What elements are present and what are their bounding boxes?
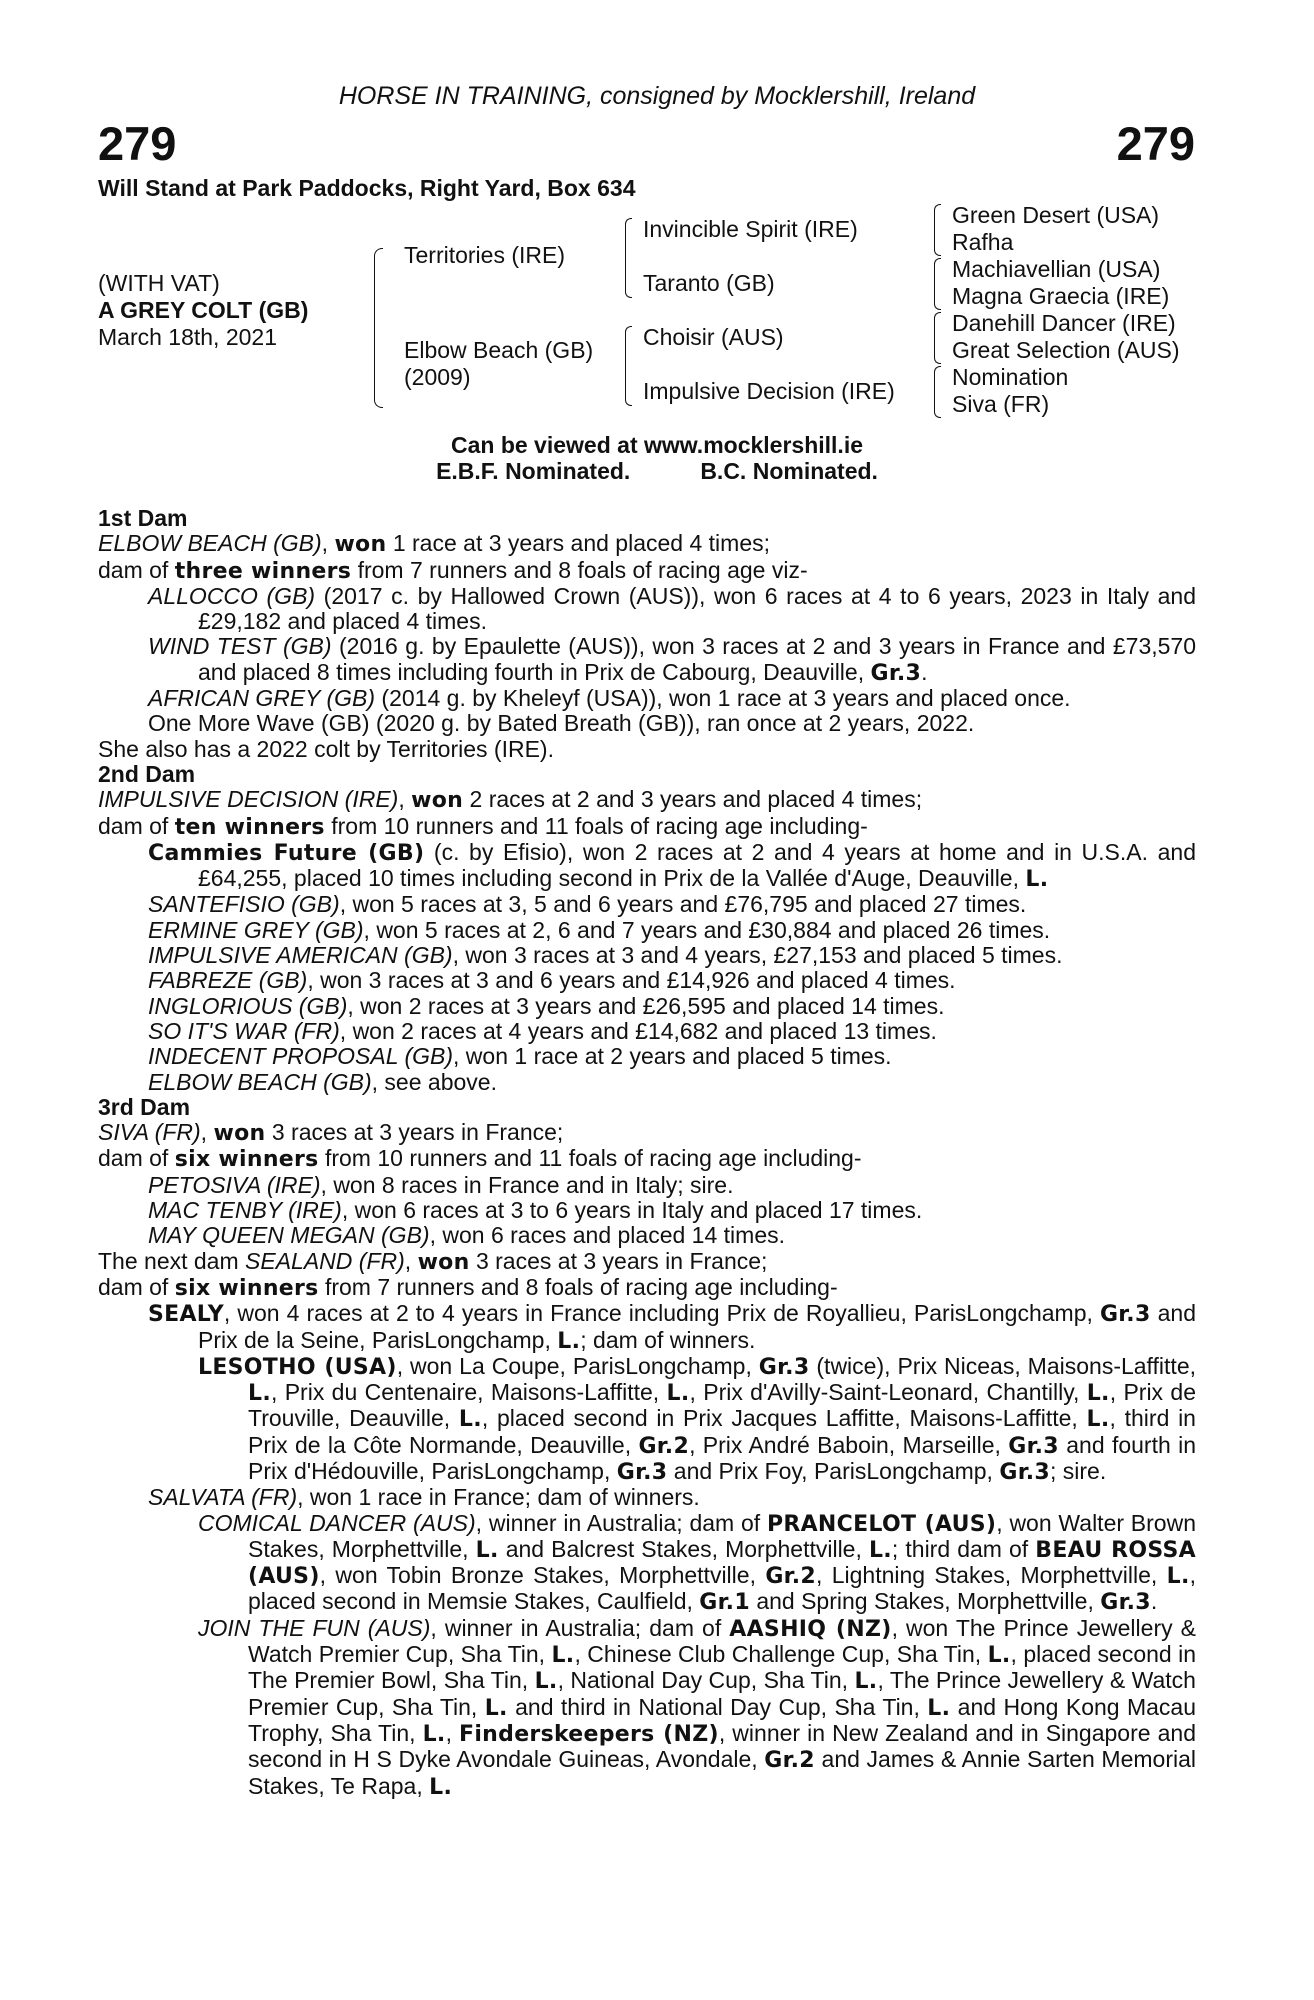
pedigree-dam-sire: Choisir (AUS) — [643, 324, 784, 350]
pedigree-sds: Machiavellian (USA) — [952, 256, 1161, 282]
text: from 10 runners and 11 foals of racing age including- — [318, 1145, 862, 1172]
pedigree-sire-sire: Invincible Spirit (IRE) — [643, 216, 858, 242]
produce-entry — [98, 892, 1196, 917]
dam1-line: ELBOW BEACH (GB), won 1 race at 3 years and placed 4 times; — [98, 530, 770, 558]
horse-name: SEALAND (FR) — [245, 1247, 405, 1274]
pedigree-ddd: Siva (FR) — [952, 391, 1050, 417]
produce-entry — [98, 1044, 1196, 1069]
pedigree-dam: Elbow Beach (GB) — [404, 337, 594, 363]
horse-name: Finderskeepers (NZ) — [459, 1721, 719, 1747]
winners-count: six winners — [174, 1147, 319, 1173]
vat-note: (WITH VAT) — [98, 270, 220, 296]
horse-name: SANTEFISIO (GB) — [148, 891, 340, 918]
listed-badge: L. — [422, 1721, 446, 1747]
listed-badge: L. — [534, 1669, 558, 1695]
text: , won 2 races at 3 years and £26,595 and placed 14 times. — [347, 992, 945, 1019]
horse-name: INDECENT PROPOSAL (GB) — [148, 1043, 454, 1070]
pedigree-brace-ss — [934, 204, 941, 256]
text: from 7 runners and 8 foals of racing age including- — [318, 1273, 838, 1300]
stand-location: Will Stand at Park Paddocks, Right Yard, Box 634 — [98, 175, 636, 201]
text: from 7 runners and 8 foals of racing age viz- — [351, 556, 808, 583]
pedigree-brace-ds — [934, 312, 941, 364]
pedigree-sire-dam: Taranto (GB) — [643, 270, 775, 296]
won-label: won — [417, 1249, 470, 1275]
text: dam of — [98, 1145, 175, 1172]
text: , placed second in Prix Jacques Laffitte, Maisons-Laffitte, — [481, 1405, 1087, 1432]
produce-note: She also has a 2022 colt by Territories (IRE). — [98, 735, 554, 762]
produce-entry — [98, 1485, 1196, 1510]
grade-badge: Gr.3 — [870, 660, 922, 686]
text: from 10 runners and 11 foals of racing age including- — [324, 812, 868, 839]
text: ; sire. — [1049, 1457, 1107, 1484]
text: and third in National Day Cup, Sha Tin, — [507, 1693, 928, 1720]
section-heading-2nd-dam: 2nd Dam — [98, 760, 196, 787]
text: and fourth in Prix d'Hédouville, ParisLongchamp, — [248, 1431, 1196, 1484]
pedigree-brace-sire — [625, 218, 632, 298]
catalogue-body — [98, 506, 1196, 1800]
grade-badge: Gr.3 — [999, 1459, 1050, 1485]
listed-badge: L. — [854, 1669, 878, 1695]
produce-entry — [98, 1354, 1196, 1485]
lot-number-left: 279 — [98, 117, 177, 170]
horse-name: IMPULSIVE DECISION (IRE) — [98, 786, 399, 813]
text: and Prix de la Seine, ParisLongchamp, — [198, 1300, 1196, 1353]
text: (twice), Prix Niceas, Maisons-Laffitte, — [809, 1352, 1196, 1379]
text: and Balcrest Stakes, Morphettville, — [498, 1535, 869, 1562]
dam1-record: 1 race at 3 years and placed 4 times; — [392, 530, 770, 557]
text: (2017 c. by Hallowed Crown (AUS)), won 6 races at 4 to 6 years, 2023 in Italy and £29,182 and placed 4 times. — [198, 582, 1196, 635]
listed-badge: L. — [248, 1381, 271, 1407]
horse-name: SO IT'S WAR (FR) — [148, 1017, 340, 1044]
horse-name: AASHIQ (NZ) — [729, 1616, 892, 1642]
won-label: won — [411, 788, 464, 814]
won-label: won — [213, 1121, 266, 1147]
text: The next dam — [98, 1247, 246, 1274]
won-label: won — [334, 532, 387, 558]
produce-entry — [98, 1173, 1196, 1198]
pedigree-dsd: Great Selection (AUS) — [952, 337, 1180, 363]
listed-badge: L. — [429, 1774, 453, 1800]
text: , won 5 races at 2, 6 and 7 years and £30,884 and placed 26 times. — [363, 916, 1051, 943]
text: , won 1 race at 2 years and placed 5 times. — [453, 1043, 892, 1070]
dam2-produce-summary — [98, 814, 1196, 840]
listed-badge: L. — [1086, 1381, 1110, 1407]
text: , third in Prix de la Côte Normande, Deauville, — [248, 1405, 1196, 1458]
text: , won 8 races in France and in Italy; sire. — [320, 1171, 734, 1198]
text: ; dam of winners. — [580, 1326, 756, 1353]
text: (2014 g. by Kheleyf (USA)), won 1 race at 3 years and placed once. — [375, 685, 1071, 712]
lot-number-right: 279 — [1116, 117, 1195, 170]
dam3-produce-summary — [98, 1146, 1196, 1172]
text: and Prix Foy, ParisLongchamp, — [667, 1457, 1000, 1484]
horse-name: FABREZE (GB) — [148, 967, 308, 994]
text: . — [921, 658, 928, 685]
listed-badge: L. — [1166, 1564, 1190, 1590]
text: , won 2 races at 4 years and £14,682 and placed 13 times. — [339, 1017, 937, 1044]
pedigree-brace-main — [374, 248, 383, 408]
text: and James & Annie Sarten Memorial Stakes, Te Rapa, — [248, 1746, 1196, 1799]
horse-name: IMPULSIVE AMERICAN (GB) — [148, 942, 453, 969]
horse-name: ELBOW BEACH (GB) — [98, 530, 322, 557]
dam3-line: SIVA (FR), won 3 races at 3 years in France; — [98, 1119, 564, 1147]
text: 3 races at 3 years in France; — [265, 1119, 564, 1146]
horse-name: JOIN THE FUN (AUS) — [198, 1614, 431, 1641]
listed-badge: L. — [1025, 867, 1049, 893]
produce-entry — [98, 1198, 1196, 1223]
text: , — [445, 1719, 460, 1746]
horse-name: ERMINE GREY (GB) — [148, 916, 364, 943]
text: , won Tobin Bronze Stakes, Morphettville, — [319, 1562, 766, 1589]
text: , National Day Cup, Sha Tin, — [557, 1667, 855, 1694]
text: , Lightning Stakes, Morphettville, — [815, 1562, 1167, 1589]
pedigree-brace-dd — [934, 366, 941, 418]
produce-entry — [98, 1301, 1196, 1354]
text: , Chinese Club Challenge Cup, Sha Tin, — [574, 1641, 988, 1668]
produce-entry — [98, 1616, 1196, 1800]
listed-badge: L. — [484, 1695, 508, 1721]
text: , winner in New Zealand and in Singapore and second in H S Dyke Avondale Guineas, Avondale, — [248, 1719, 1196, 1773]
text: dam of — [98, 812, 175, 839]
text: , won 6 races at 3 to 6 years in Italy and placed 17 times. — [341, 1197, 923, 1224]
text: ; third dam of — [891, 1535, 1036, 1562]
bc-nominated: B.C. Nominated. — [700, 458, 878, 484]
pedigree-dam-year: (2009) — [404, 364, 471, 390]
horse-name: BEAU ROSSA (AUS) — [248, 1537, 1197, 1590]
pedigree-sire: Territories (IRE) — [404, 242, 566, 268]
grade-badge: Gr.2 — [638, 1433, 690, 1459]
produce-entry — [98, 840, 1196, 893]
produce-entry — [98, 968, 1196, 993]
text: , won 1 race in France; dam of winners. — [297, 1484, 700, 1511]
listed-badge: L. — [557, 1328, 581, 1354]
dam2-line: IMPULSIVE DECISION (IRE), won 2 races at 2 and 3 years and placed 4 times; — [98, 786, 923, 814]
produce-entry — [98, 686, 1196, 711]
grade-badge: Gr.2 — [764, 1748, 815, 1774]
text: , won 4 races at 2 to 4 years in France including Prix de Royallieu, ParisLongchamp, — [223, 1300, 1100, 1327]
produce-entry: One More Wave (GB) (2020 g. by Bated Breath (GB)), ran once at 2 years, 2022. — [148, 710, 975, 737]
listed-badge: L. — [927, 1695, 951, 1721]
listed-badge: L. — [987, 1643, 1011, 1669]
pedigree-dds: Nomination — [952, 364, 1069, 390]
listed-badge: L. — [475, 1537, 499, 1563]
section-heading-3rd-dam: 3rd Dam — [98, 1093, 191, 1120]
produce-entry — [98, 584, 1196, 635]
pedigree-dss: Danehill Dancer (IRE) — [952, 310, 1176, 336]
winners-count: three winners — [174, 558, 352, 584]
produce-entry — [98, 1019, 1196, 1044]
horse-name: COMICAL DANCER (AUS) — [198, 1509, 476, 1536]
pedigree-brace-dam — [625, 326, 632, 406]
viewing-note: Can be viewed at www.mocklershill.ie — [450, 432, 863, 458]
listed-badge: L. — [551, 1643, 575, 1669]
text: dam of — [98, 1273, 175, 1300]
horse-name: WIND TEST (GB) — [148, 633, 332, 660]
text: 3 races at 3 years in France; — [469, 1247, 768, 1274]
text: and Spring Stakes, Morphettville, — [749, 1588, 1101, 1615]
listed-badge: L. — [458, 1407, 482, 1433]
grade-badge: Gr.3 — [1100, 1590, 1151, 1616]
grade-badge: Gr.3 — [616, 1459, 668, 1485]
text: , won La Coupe, ParisLongchamp, — [396, 1352, 759, 1379]
text: . — [1150, 1588, 1158, 1615]
text: , won Walter Brown Stakes, Morphettville, — [248, 1509, 1196, 1562]
text: 2 races at 2 and 3 years and placed 4 times; — [463, 786, 923, 813]
text: , Prix de Trouville, Deauville, — [248, 1379, 1196, 1432]
foaling-date: March 18th, 2021 — [98, 324, 278, 350]
horse-name: Cammies Future (GB) — [148, 840, 425, 866]
pedigree-sss: Green Desert (USA) — [952, 202, 1160, 228]
grade-badge: Gr.3 — [758, 1354, 810, 1380]
text: , winner in Australia; dam of — [475, 1509, 767, 1536]
text: , The Prince Jewellery & Watch Premier Cup, Sha Tin, — [248, 1667, 1196, 1720]
text: , won 6 races and placed 14 times. — [429, 1222, 785, 1249]
dam4-line: The next dam SEALAND (FR), won 3 races at 3 years in France; — [98, 1247, 768, 1275]
lot-title: A GREY COLT (GB) — [98, 297, 309, 323]
produce-entry — [98, 634, 1196, 686]
pedigree-brace-sd — [934, 258, 941, 310]
text: , placed second in Memsie Stakes, Caulfield, — [248, 1562, 1196, 1615]
nominations — [0, 458, 1314, 485]
horse-name: SALVATA (FR) — [148, 1484, 298, 1511]
horse-name: SIVA (FR) — [98, 1119, 201, 1146]
text: , won 5 races at 3, 5 and 6 years and £76,795 and placed 27 times. — [339, 891, 1027, 918]
pedigree-dam-dam: Impulsive Decision (IRE) — [643, 378, 895, 404]
horse-name: PRANCELOT (AUS) — [766, 1511, 997, 1537]
consignment-subtitle: HORSE IN TRAINING, consigned by Mocklershill, Ireland — [338, 82, 976, 110]
produce-entry — [98, 943, 1196, 968]
dam1-produce-summary — [98, 558, 1196, 584]
text: , Prix d'Avilly-Saint-Leonard, Chantilly, — [689, 1379, 1087, 1406]
text: (c. by Efisio), won 2 races at 2 and 4 years at home and in U.S.A. and £64,255, placed 10 times including second in Prix de la Vallée d'Auge, Deauville, — [198, 838, 1196, 892]
grade-badge: Gr.2 — [765, 1564, 816, 1590]
horse-name: LESOTHO (USA) — [198, 1354, 397, 1380]
produce-entry — [98, 994, 1196, 1019]
text: , see above. — [371, 1068, 497, 1095]
grade-badge: Gr.3 — [1099, 1302, 1151, 1328]
winners-count: six winners — [174, 1275, 319, 1301]
listed-badge: L. — [868, 1537, 892, 1563]
horse-name: AFRICAN GREY (GB) — [148, 685, 376, 712]
grade-badge: Gr.1 — [699, 1590, 750, 1616]
text: , Prix du Centenaire, Maisons-Laffitte, — [270, 1379, 667, 1406]
pedigree-ssd: Rafha — [952, 229, 1014, 255]
horse-name: INGLORIOUS (GB) — [148, 992, 348, 1019]
produce-entry — [98, 1070, 1196, 1095]
text: dam of — [98, 556, 175, 583]
text: , won 3 races at 3 and 6 years and £14,926 and placed 4 times. — [307, 967, 956, 994]
section-heading-1st-dam: 1st Dam — [98, 505, 188, 531]
text: , won 3 races at 3 and 4 years, £27,153 and placed 5 times. — [452, 942, 1063, 969]
text: , won The Prince Jewellery & Watch Premier Cup, Sha Tin, — [248, 1614, 1196, 1668]
text: , winner in Australia; dam of — [430, 1614, 730, 1641]
text: (2016 g. by Epaulette (AUS)), won 3 races at 2 and 3 years in France and £73,570 and placed 8 times including fourth in Prix de Cabourg, Deauville, — [198, 633, 1196, 685]
horse-name: ALLOCCO (GB) — [148, 582, 316, 609]
text: and Hong Kong Macau Trophy, Sha Tin, — [248, 1693, 1197, 1746]
text: , Prix André Baboin, Marseille, — [689, 1431, 1009, 1458]
produce-entry — [98, 1511, 1196, 1616]
ebf-nominated: E.B.F. Nominated. — [436, 458, 631, 484]
listed-badge: L. — [1086, 1407, 1110, 1433]
text: , placed second in The Premier Bowl, Sha Tin, — [248, 1641, 1197, 1694]
listed-badge: L. — [666, 1381, 690, 1407]
horse-name: SEALY — [148, 1302, 224, 1328]
pedigree-sdd: Magna Graecia (IRE) — [952, 283, 1170, 309]
winners-count: ten winners — [174, 814, 325, 840]
produce-entry — [98, 1223, 1196, 1248]
horse-name: ELBOW BEACH (GB) — [148, 1068, 372, 1095]
produce-entry — [98, 918, 1196, 943]
horse-name: MAY QUEEN MEGAN (GB) — [148, 1222, 430, 1249]
horse-name: MAC TENBY (IRE) — [148, 1197, 342, 1224]
horse-name: PETOSIVA (IRE) — [148, 1171, 321, 1198]
grade-badge: Gr.3 — [1008, 1433, 1059, 1459]
dam4-produce-summary — [98, 1275, 1196, 1301]
